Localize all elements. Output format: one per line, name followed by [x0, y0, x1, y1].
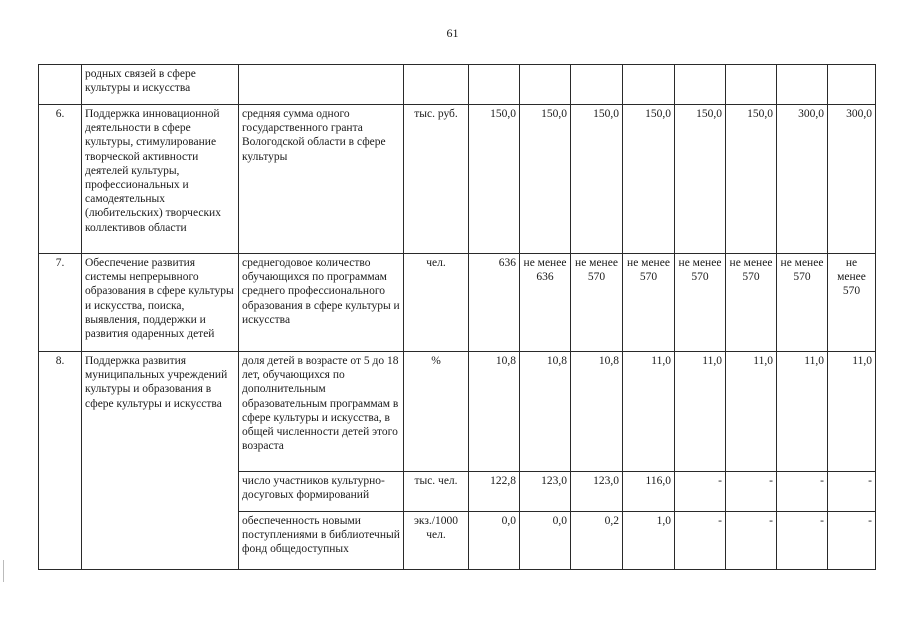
value-cell: - — [726, 472, 777, 512]
value-cell: не менее 636 — [520, 254, 571, 352]
value-cell: 0,0 — [469, 512, 520, 570]
value-cell: 150,0 — [726, 105, 777, 254]
unit-cell: % — [404, 352, 469, 472]
value-cell: не менее 570 — [675, 254, 726, 352]
value-cell: - — [828, 512, 876, 570]
activity-cell: Поддержка инновационной деятельности в сфере культуры, стимулирование творческой активности деятелей культуры, профессиональных и самодеятельных (любительских) творческих коллективов области — [82, 105, 239, 254]
value-cell: 11,0 — [777, 352, 828, 472]
value-cell: - — [675, 472, 726, 512]
value-cell: 0,2 — [571, 512, 623, 570]
value-cell: 10,8 — [571, 352, 623, 472]
value-cell: 0,0 — [520, 512, 571, 570]
value-cell: 11,0 — [623, 352, 675, 472]
row-num — [39, 65, 82, 105]
activity-cell: родных связей в сфере культуры и искусства — [82, 65, 239, 105]
value-cell: не менее 570 — [777, 254, 828, 352]
value-cell: 11,0 — [828, 352, 876, 472]
table-row — [39, 352, 876, 472]
unit-cell: чел. — [404, 254, 469, 352]
table-row — [39, 105, 876, 254]
value-cell: 116,0 — [623, 472, 675, 512]
margin-mark — [3, 560, 10, 582]
value-cell: 1,0 — [623, 512, 675, 570]
value-cell: - — [675, 512, 726, 570]
activity-cell: Поддержка развития муниципальных учреждений культуры и образования в сфере культуры и искусства — [82, 352, 239, 570]
value-cell: - — [828, 472, 876, 512]
value-cell: - — [777, 512, 828, 570]
table-row — [39, 254, 876, 352]
value-cell: - — [777, 472, 828, 512]
value-cell: не менее 570 — [828, 254, 876, 352]
value-cell: 300,0 — [777, 105, 828, 254]
row-num: 6. — [39, 105, 82, 254]
value-cell: 150,0 — [520, 105, 571, 254]
indicator-cell: доля детей в возрасте от 5 до 18 лет, обучающихся по дополнительным образовательным программам в сфере культуры и искусства, в общей численности детей этого возраста — [239, 352, 404, 472]
value-cell: - — [726, 512, 777, 570]
value-cell: 122,8 — [469, 472, 520, 512]
value-cell: 150,0 — [571, 105, 623, 254]
value-cell: 150,0 — [469, 105, 520, 254]
unit-cell: тыс. чел. — [404, 472, 469, 512]
value-cell: 150,0 — [675, 105, 726, 254]
value-cell: не менее 570 — [726, 254, 777, 352]
indicator-cell: средняя сумма одного государственного гранта Вологодской области в сфере культуры — [239, 105, 404, 254]
row-num: 7. — [39, 254, 82, 352]
unit-cell: тыс. руб. — [404, 105, 469, 254]
row-num: 8. — [39, 352, 82, 570]
value-cell: 636 — [469, 254, 520, 352]
value-cell: 123,0 — [571, 472, 623, 512]
unit-cell: экз./1000 чел. — [404, 512, 469, 570]
activity-cell: Обеспечение развития системы непрерывного образования в сфере культуры и искусства, поиска, выявления, поддержки и развития одаренных детей — [82, 254, 239, 352]
value-cell: 123,0 — [520, 472, 571, 512]
indicator-cell: обеспеченность новыми поступлениями в библиотечный фонд общедоступных — [239, 512, 404, 570]
value-cell: 10,8 — [520, 352, 571, 472]
value-cell: 10,8 — [469, 352, 520, 472]
value-cell: 150,0 — [623, 105, 675, 254]
table-row — [39, 65, 876, 105]
indicators-table — [38, 64, 876, 570]
page-number: 61 — [446, 26, 459, 40]
indicator-cell: среднегодовое количество обучающихся по программам среднего профессионального образования в сфере культуры и искусства — [239, 254, 404, 352]
indicator-cell: число участников культурно-досуговых формирований — [239, 472, 404, 512]
value-cell: не менее 570 — [623, 254, 675, 352]
value-cell: 11,0 — [675, 352, 726, 472]
value-cell: 11,0 — [726, 352, 777, 472]
value-cell: не менее 570 — [571, 254, 623, 352]
value-cell: 300,0 — [828, 105, 876, 254]
